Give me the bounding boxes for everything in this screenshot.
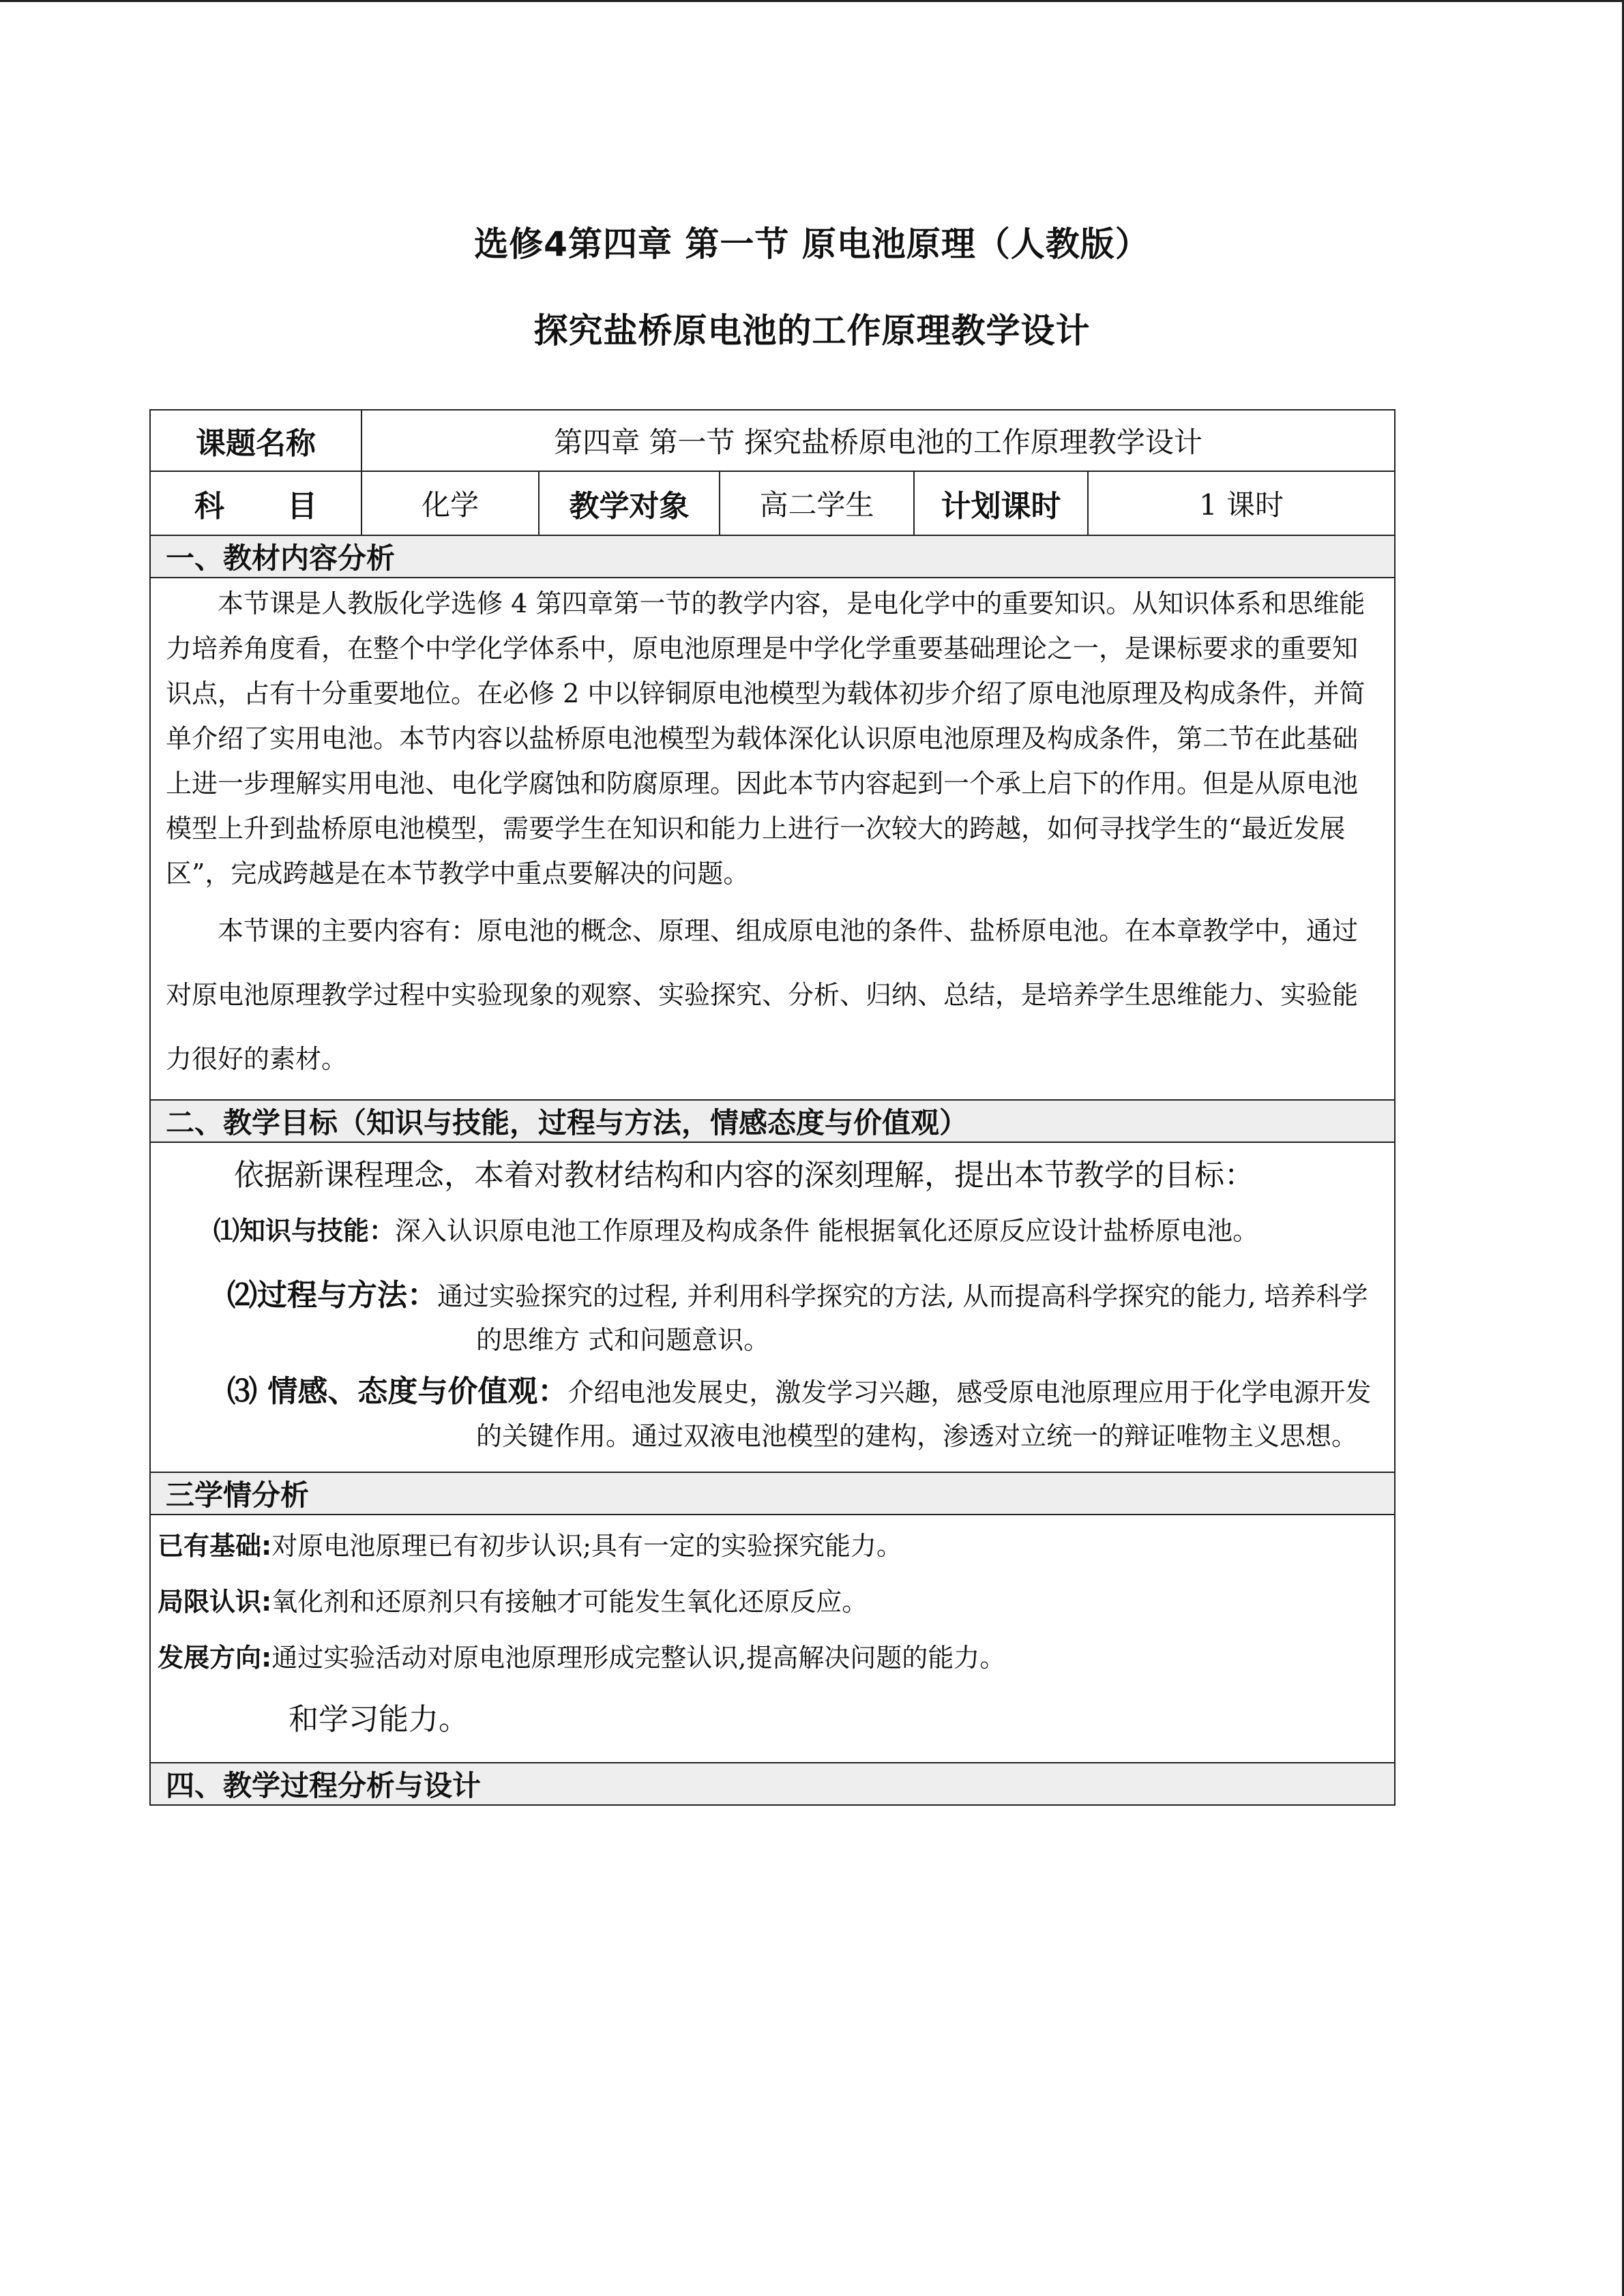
- limited-understanding: [158, 1574, 1379, 1630]
- goal-attitude: [166, 1370, 1379, 1458]
- goal-knowledge-text: 深入认识原电池工作原理及构成条件 能根据氧化还原反应设计盐桥原电池。: [395, 1216, 1259, 1246]
- goal-process-label: ⑵过程与方法：: [227, 1278, 437, 1313]
- lesson-plan-table: [149, 409, 1396, 1806]
- section1-body-row: [150, 578, 1395, 1100]
- development-direction: [158, 1630, 1379, 1686]
- section2-heading-row: [150, 1100, 1395, 1142]
- goal-attitude-label: ⑶ 情感、态度与价值观：: [227, 1374, 568, 1409]
- existing-foundation-label: 已有基础:: [158, 1531, 272, 1561]
- hours-value: 1 课时: [1088, 471, 1395, 535]
- topic-value: 第四章 第一节 探究盐桥原电池的工作原理教学设计: [361, 410, 1395, 471]
- goal-attitude-text: 介绍电池发展史，激发学习兴趣，感受原电池原理应用于化学电源开发的关键作用。通过双液电池模型的建构，渗透对立统一的辩证唯物主义思想。: [476, 1377, 1372, 1451]
- section4-heading: 四、教学过程分析与设计: [150, 1763, 1395, 1805]
- section2-body-row: [150, 1142, 1395, 1472]
- section3-body: [150, 1515, 1395, 1763]
- section1-paragraph-1: 本节课是人教版化学选修 4 第四章第一节的教学内容，是电化学中的重要知识。从知识体系和思维能力培养角度看，在整个中学化学体系中，原电池原理是中学化学重要基础理论之一，是课标要求的重要知识点，占有十分重要地位。在必修 2 中以锌铜原电池模型为载体初步介绍了原电池原理及构成条件，并简单介绍了实用电池。本节内容以盐桥原电池模型为载体深化认识原电池原理及构成条件，第二节在此基础上进一步理解实用电池、电化学腐蚀和防腐原理。因此本节内容起到一个承上启下的作用。但是从原电池模型上升到盐桥原电池模型，需要学生在知识和能力上进行一次较大的跨越，如何寻找学生的“最近发展区”，完成跨越是在本节教学中重点要解决的问题。: [166, 588, 1365, 889]
- document-title: 选修4第四章 第一节 原电池原理（人教版）: [474, 224, 1150, 264]
- goal-knowledge: [166, 1200, 1379, 1262]
- goal-knowledge-label: ⑴知识与技能：: [213, 1216, 396, 1246]
- audience-label: 教学对象: [539, 471, 720, 535]
- section3-heading: 三学情分析: [150, 1472, 1395, 1515]
- development-direction-label: 发展方向:: [158, 1643, 272, 1673]
- subject-label: 科 目: [150, 471, 361, 535]
- audience-value: 高二学生: [720, 471, 914, 535]
- section4-heading-row: [150, 1763, 1395, 1805]
- topic-row: [150, 410, 1395, 471]
- existing-foundation: [158, 1518, 1379, 1574]
- section2-body: [150, 1142, 1395, 1472]
- goal-process-text: 通过实验探究的过程, 并利用科学探究的方法, 从而提高科学探究的能力, 培养科学的思维方 式和问题意识。: [437, 1281, 1368, 1355]
- development-direction-text: 通过实验活动对原电池原理形成完整认识,提高解决问题的能力。: [271, 1643, 1006, 1673]
- section2-heading: 二、教学目标（知识与技能，过程与方法，情感态度与价值观）: [150, 1100, 1395, 1142]
- section1-paragraph-2: 本节课的主要内容有：原电池的概念、原理、组成原电池的条件、盐桥原电池。在本章教学中，通过对原电池原理教学过程中实验现象的观察、实验探究、分析、归纳、总结，是培养学生思维能力、实验能力很好的素材。: [166, 916, 1359, 1074]
- section1-heading: 一、教材内容分析: [150, 535, 1395, 578]
- goal-process: [166, 1274, 1379, 1362]
- info-row: [150, 471, 1395, 535]
- document-subtitle: 探究盐桥原电池的工作原理教学设计: [533, 311, 1091, 351]
- section1-heading-row: [150, 535, 1395, 578]
- limited-understanding-label: 局限认识:: [158, 1587, 272, 1617]
- section1-body: [150, 578, 1395, 1100]
- hours-label: 计划课时: [914, 471, 1088, 535]
- section3-tail: 和学习能力。: [289, 1702, 469, 1737]
- limited-understanding-text: 氧化剂和还原剂只有接触才可能发生氧化还原反应。: [271, 1587, 868, 1617]
- page-top-border: [0, 0, 1624, 2]
- section3-heading-row: [150, 1472, 1395, 1515]
- existing-foundation-text: 对原电池原理已有初步认识;具有一定的实验探究能力。: [271, 1531, 903, 1561]
- subject-value: 化学: [361, 471, 539, 535]
- section3-body-row: [150, 1515, 1395, 1763]
- topic-label: 课题名称: [150, 410, 361, 471]
- goals-intro: 依据新课程理念，本着对教材结构和内容的深刻理解，提出本节教学的目标：: [234, 1158, 1254, 1193]
